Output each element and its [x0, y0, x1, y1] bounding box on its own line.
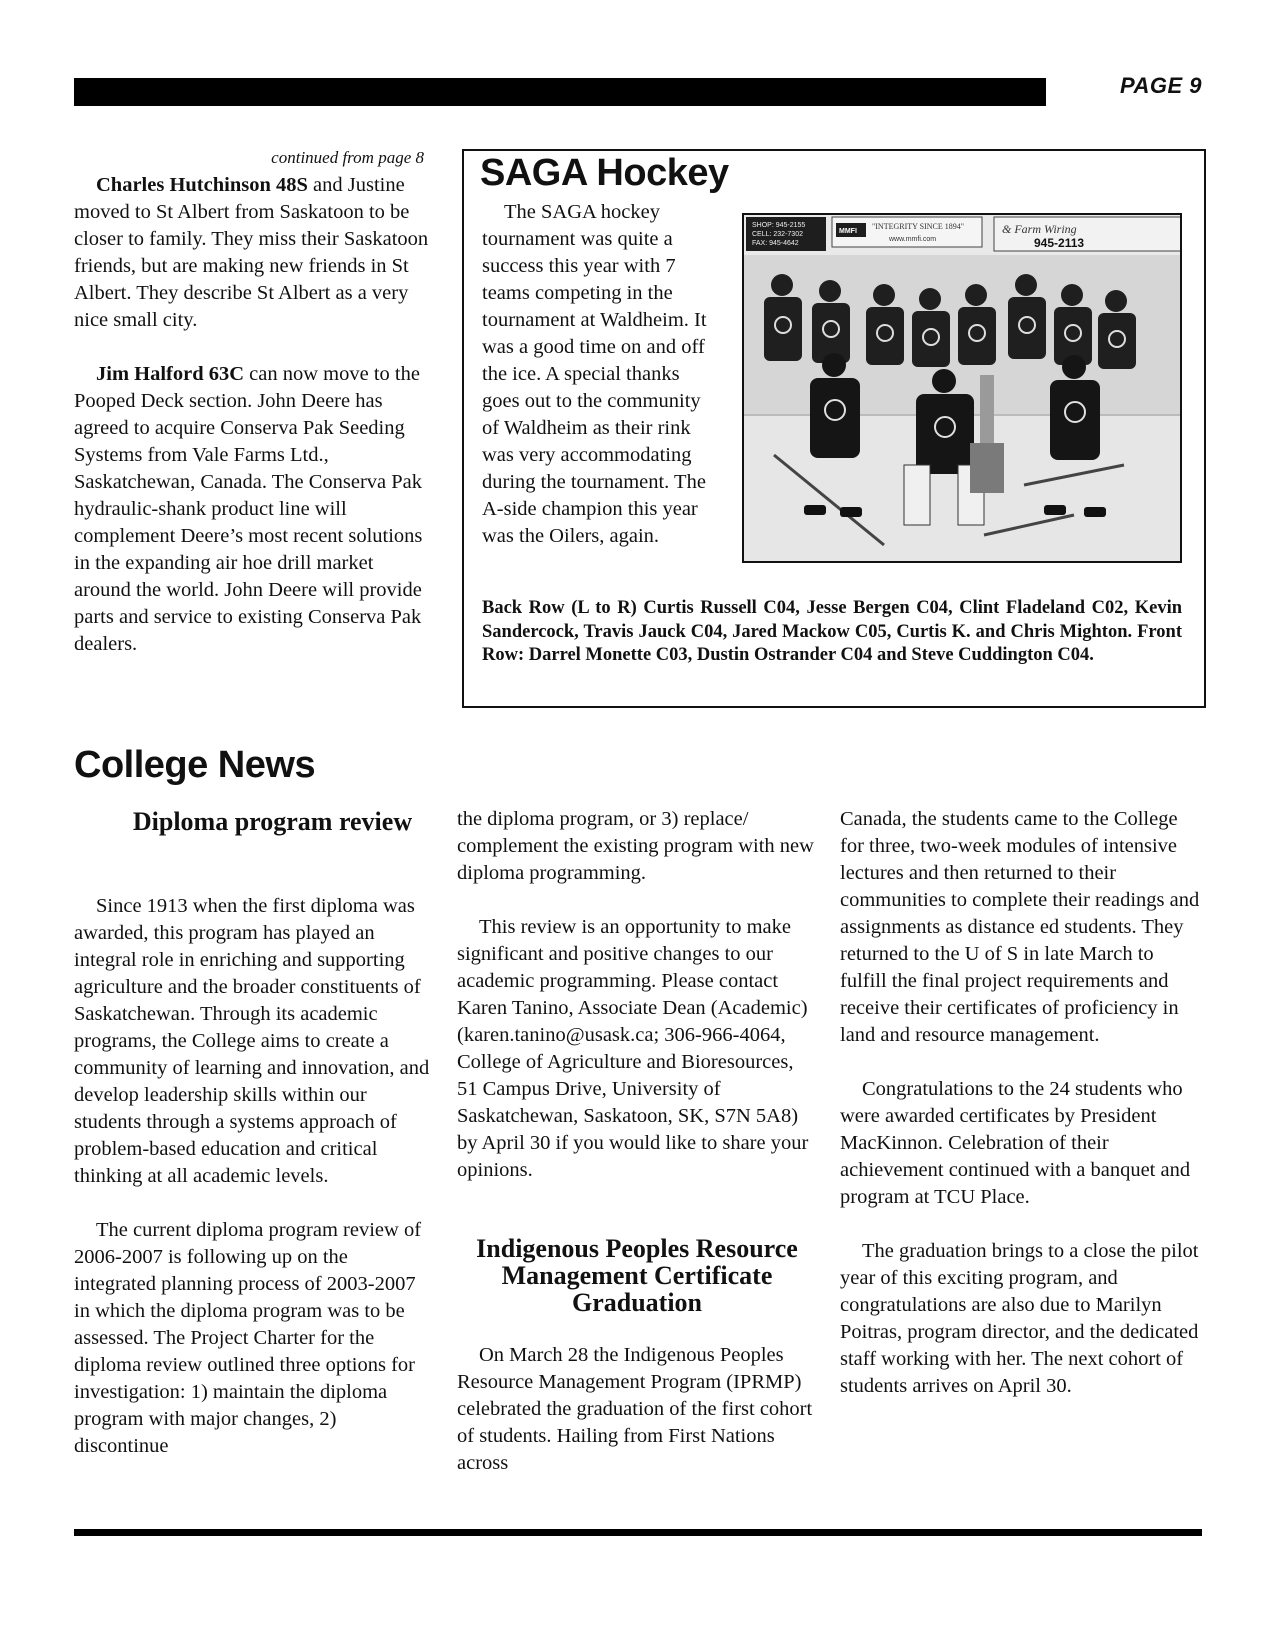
- college-news-column-2: [457, 806, 817, 1184]
- sign-farm-wiring: & Farm Wiring: [1002, 222, 1077, 236]
- diploma-paragraph-2-continued: the diploma program, or 3) replace/ complement the existing program with new diploma programming.: [457, 808, 814, 884]
- sign-shop: SHOP: 945-2155: [752, 222, 806, 229]
- page-number: PAGE 9: [1119, 73, 1202, 98]
- indigenous-paragraph-1: On March 28 the Indigenous Peoples Resource Management Program (IPRMP) celebrated the graduation of the first cohort of students. Hailing from First Nations across: [457, 1344, 813, 1474]
- left-article-paragraph-1: [74, 172, 434, 334]
- diploma-paragraph-2: The current diploma program review of 2006-2007 is following up on the integrated planning process of 2003-2007 in which the diploma program was to be assessed. The Project Charter for the diploma review outlined three options for investigation: 1) maintain the diploma program with major changes, 2) discontinue: [74, 1219, 422, 1457]
- header-bar: [74, 78, 1046, 106]
- college-news-title: College News: [74, 744, 316, 786]
- left-article-paragraph-2: [74, 361, 434, 658]
- indigenous-article-start: [457, 1342, 817, 1477]
- college-news-column-1: [74, 893, 434, 1460]
- paragraph-text: can now move to the Pooped Deck section. John Deere has agreed to acquire Conserva Pak Seeding Systems from Vale Farms Ltd., Saskatchewan, Canada. The Conserva Pak hydraulic-shank product line will complement Deere’s most recent solutions in the expanding air hoe drill market around the world. John Deere will provide parts and service to existing Conserva Pak dealers.: [74, 363, 423, 655]
- diploma-review-heading: Diploma program review: [132, 807, 413, 836]
- diploma-paragraph-3: This review is an opportunity to make significant and positive changes to our academic programming. Please contact Karen Tanino, Associate Dean (Academic) (karen.tanino@usask.ca; 306-966-4064, College of Agriculture and Bioresources, 51 Campus Drive, University of Saskatchewan, Saskatoon, SK, S7N 5A8) by April 30 if you would like to share your opinions.: [457, 916, 809, 1181]
- sign-mmfi-logo: MMFI: [839, 228, 857, 235]
- saga-hockey-title: SAGA Hockey: [480, 152, 729, 194]
- indigenous-graduation-heading: Indigenous Peoples Resource Management Certificate Graduation: [476, 1234, 798, 1317]
- saga-paragraph: The SAGA hockey tournament was quite a success this year with 7 teams competing in the tournament at Waldheim. It was a good time on and off the ice. A special thanks goes out to the community of Waldheim as their rink was very accommodating during the tournament. The A-side champion this year was the Oilers, again.: [482, 201, 707, 547]
- sign-fax: FAX: 945-4642: [752, 240, 799, 247]
- college-news-column-3: [840, 806, 1200, 1400]
- hockey-team-photo: [742, 213, 1182, 563]
- photo-caption: Back Row (L to R) Curtis Russell C04, Jesse Bergen C04, Clint Fladeland C02, Kevin Sandercock, Travis Jauck C04, Jared Mackow C05, Curtis K. and Chris Mighton. Front Row: Darrel Monette C03, Dustin Ostrander C04 and Steve Cuddington C04.: [482, 598, 1182, 665]
- sign-web: www.mmfi.com: [889, 236, 937, 243]
- sign-phone: 945-2113: [1034, 236, 1085, 250]
- indigenous-paragraph-2: Congratulations to the 24 students who were awarded certificates by President MacKinnon. Celebration of their achievement continued with a banquet and program at TCU Place.: [840, 1078, 1191, 1208]
- saga-hockey-body: [482, 199, 718, 550]
- paragraph-text: and Justine moved to St Albert from Saskatoon to be closer to family. They miss their Saskatoon friends, but are making new friends in St Albert. They describe St Albert as a very nice small city.: [74, 174, 429, 331]
- sign-cell: CELL: 232-7302: [752, 231, 803, 238]
- left-article: [74, 172, 434, 658]
- alumni-name: Jim Halford 63C: [96, 363, 245, 385]
- continued-note: continued from page 8: [271, 148, 424, 167]
- diploma-paragraph-1: Since 1913 when the first diploma was awarded, this program has played an integral role in enriching and supporting agriculture and the broader constituents of Saskatchewan. Through its academic programs, the College aims to create a community of learning and innovation, and develop leadership skills within our students through a systems approach of problem-based education and critical thinking at all academic levels.: [74, 895, 430, 1187]
- alumni-name: Charles Hutchinson 48S: [96, 174, 308, 196]
- indigenous-paragraph-3: The graduation brings to a close the pilot year of this exciting program, and congratulations are also due to Marilyn Poitras, program director, and the dedicated staff working with her. The next cohort of students arrives on April 30.: [840, 1240, 1199, 1397]
- indigenous-paragraph-1-continued: Canada, the students came to the College for three, two-week modules of intensive lectures and then returned to their communities to complete their readings and assignments as distance ed students. They returned to the U of S in late March to fulfill the final project requirements and receive their certificates of proficiency in land and resource management.: [840, 808, 1200, 1046]
- footer-rule: [74, 1529, 1202, 1536]
- sign-integrity: "INTEGRITY SINCE 1894": [872, 222, 965, 231]
